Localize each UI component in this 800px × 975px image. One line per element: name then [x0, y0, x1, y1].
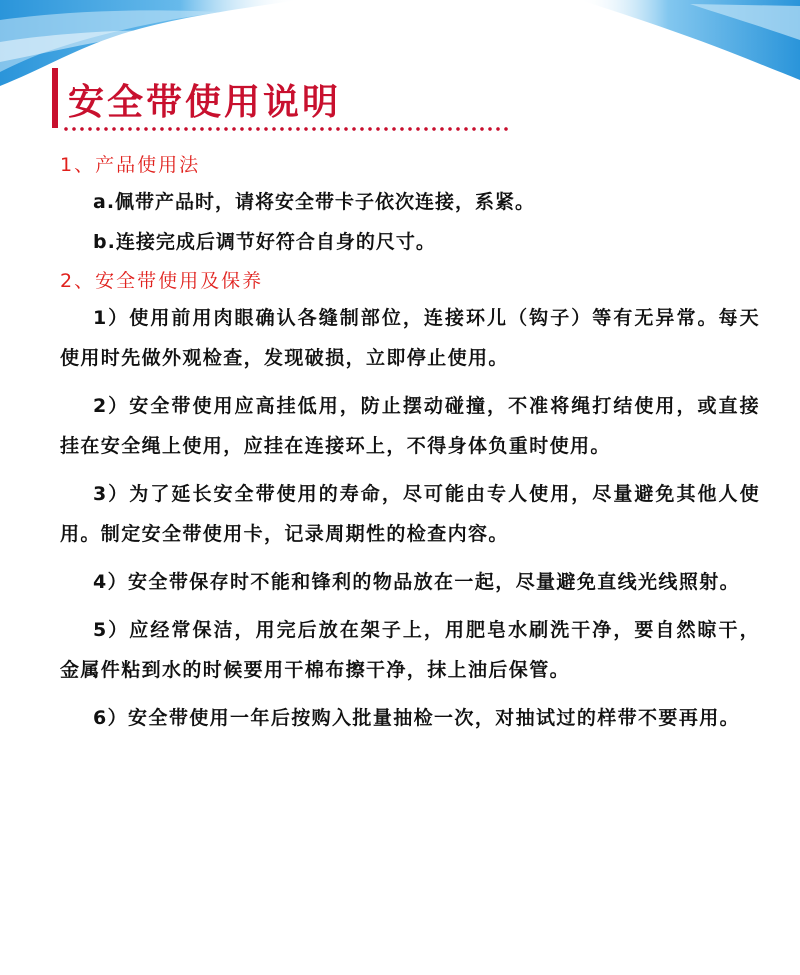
title-block — [52, 68, 512, 138]
maintenance-paragraph-2: 2）安全带使用应高挂低用，防止摆动碰撞，不准将绳打结使用，或直接挂在安全绳上使用，应挂在连接环上，不得身体负重时使用。 — [60, 395, 760, 457]
maintenance-paragraph-3: 3）为了延长安全带使用的寿命，尽可能由专人使用，尽量避免其他人使用。制定安全带使用卡，记录周期性的检查内容。 — [60, 483, 760, 545]
section-heading-maintenance: 2、安全带使用及保养 — [60, 270, 264, 292]
title-accent-bar — [52, 68, 58, 128]
usage-item-a: a.佩带产品时，请将安全带卡子依次连接，系紧。 — [93, 191, 536, 213]
maintenance-paragraph-4: 4）安全带保存时不能和锋利的物品放在一起，尽量避免直线光线照射。 — [93, 571, 741, 593]
instruction-content — [60, 148, 760, 738]
maintenance-paragraph-1: 1）使用前用肉眼确认各缝制部位，连接环儿（钩子）等有无异常。每天使用时先做外观检查，发现破损，立即停止使用。 — [60, 307, 760, 369]
section-heading-usage: 1、产品使用法 — [60, 154, 201, 176]
page-title: 安全带使用说明 — [68, 82, 342, 123]
maintenance-paragraph-5: 5）应经常保洁，用完后放在架子上，用肥皂水刷洗干净，要自然晾干，金属件粘到水的时候要用干棉布擦干净，抹上油后保管。 — [60, 619, 760, 681]
usage-item-b: b.连接完成后调节好符合自身的尺寸。 — [93, 231, 436, 253]
title-dotted-underline — [62, 126, 510, 132]
maintenance-paragraph-6: 6）安全带使用一年后按购入批量抽检一次，对抽试过的样带不要再用。 — [93, 707, 741, 729]
